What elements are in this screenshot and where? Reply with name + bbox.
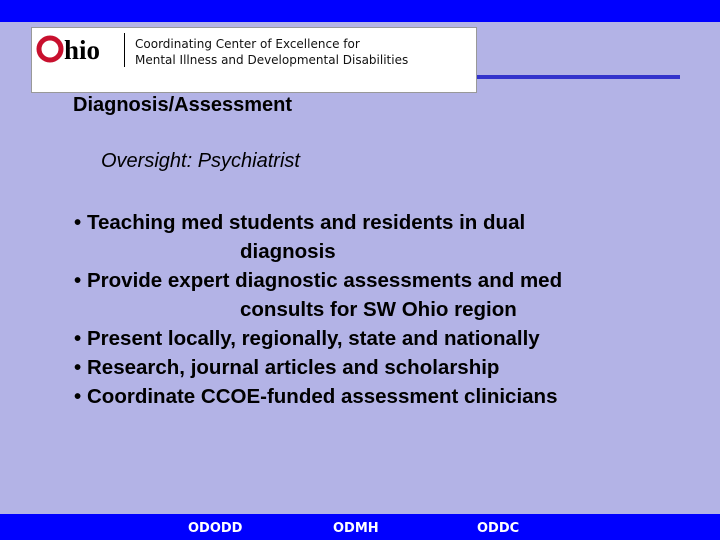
bullet-item (74, 353, 694, 382)
bullet-text: Present locally, regionally, state and nationally (87, 327, 540, 350)
slide-title: Diagnosis/Assessment (73, 94, 292, 116)
bullet-item (74, 266, 694, 324)
footer-label-odmh: ODMH (333, 521, 379, 536)
bullet-item (74, 324, 694, 353)
oversight-subtitle: Oversight: Psychiatrist (101, 150, 300, 172)
bullet-item (74, 208, 694, 266)
bullet-text: Coordinate CCOE-funded assessment clinicians (87, 385, 558, 408)
org-name-line2: Mental Illness and Developmental Disabilities (135, 53, 409, 67)
bullet-text: Research, journal articles and scholarship (87, 356, 500, 379)
ohio-logo-graphic (36, 32, 116, 66)
bullet-text: Teaching med students and residents in dual (87, 211, 526, 234)
svg-text:hio: hio (64, 35, 101, 65)
footer-bar (0, 514, 720, 540)
top-bar (0, 0, 720, 22)
bullet-text-continued: consults for SW Ohio region (240, 298, 517, 321)
bullet-text-continued: diagnosis (240, 240, 336, 263)
footer-label-ododd: ODODD (188, 521, 243, 536)
org-name-line1: Coordinating Center of Excellence for (135, 37, 360, 51)
header-banner (31, 27, 477, 93)
ohio-logo (36, 32, 116, 66)
logo-divider (124, 33, 125, 67)
footer-label-oddc: ODDC (477, 521, 520, 536)
bullet-list (74, 208, 694, 411)
bullet-text: Provide expert diagnostic assessments and med (87, 269, 563, 292)
bullet-item (74, 382, 694, 411)
